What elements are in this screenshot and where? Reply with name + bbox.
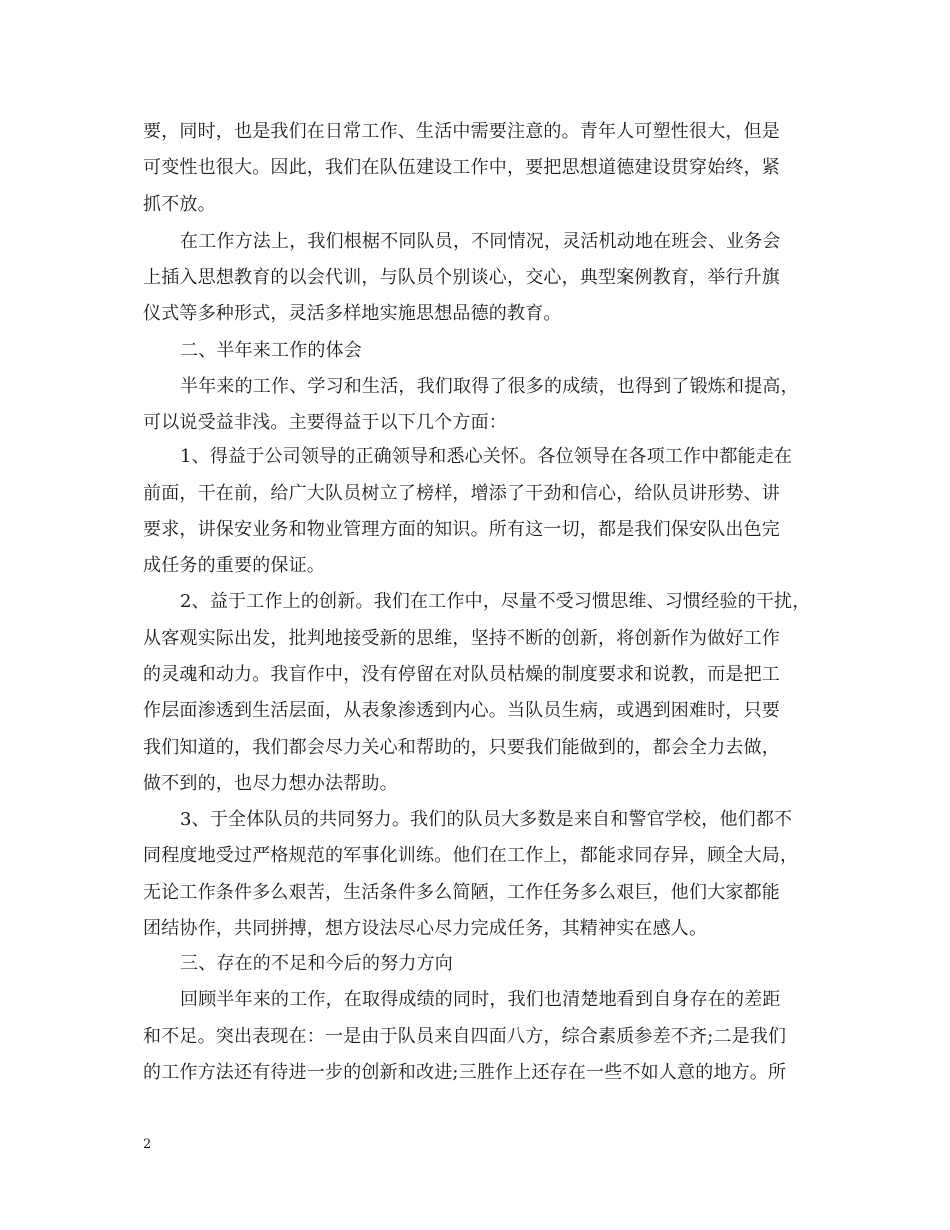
text-line: 的工作方法还有待进一步的创新和改进;三胜作上还存在一些不如人意的地方。所	[143, 1062, 787, 1083]
text-line: 同程度地受过严格规范的军事化训练。他们在工作上，都能求同存异，顾全大局，	[143, 845, 799, 866]
paragraph-first-line: 2、益于工作上的创新。我们在工作中，尽量不受习惯思维、习惯经验的干扰，	[180, 591, 811, 612]
text-line: 无论工作条件多么艰苦，生活条件多么简陋，工作任务多么艰巨，他们大家都能	[143, 882, 780, 903]
text-line: 成任务的重要的保证。	[143, 555, 325, 576]
text-line: 仪式等多种形式，灵活多样地实施思想品德的教育。	[143, 303, 562, 324]
text-line: 要，同时，也是我们在日常工作、生活中需要注意的。青年人可塑性很大，但是	[143, 121, 780, 142]
text-line: 的灵魂和动力。我盲作中，没有停留在对队员枯燥的制度要求和说教，而是把工	[143, 664, 780, 685]
text-line: 做不到的，也尽力想办法帮助。	[143, 773, 398, 794]
section-heading: 二、半年来工作的体会	[180, 340, 362, 361]
paragraph-first-line: 回顾半年来的工作，在取得成绩的同时，我们也清楚地看到自身存在的差距	[180, 989, 781, 1010]
text-line: 和不足。突出表现在：一是由于队员来自四面八方，综合素质参差不齐;二是我们	[143, 1026, 787, 1047]
text-line: 前面，干在前，给广大队员树立了榜样，增添了干劲和信心，给队员讲形势、讲	[143, 483, 780, 504]
text-line: 要求，讲保安业务和物业管理方面的知识。所有这一切，都是我们保安队出色完	[143, 519, 780, 540]
text-line: 可变性也很大。因此，我们在队伍建设工作中，要把思想道德建设贯穿始终，紧	[143, 157, 780, 178]
paragraph-first-line: 1、得益于公司领导的正确领导和悉心关怀。各位领导在各项工作中都能走在	[180, 446, 793, 467]
text-line: 可以说受益非浅。主要得益于以下几个方面：	[143, 412, 507, 433]
paragraph-first-line: 半年来的工作、学习和生活，我们取得了很多的成绩，也得到了锻炼和提高，	[180, 376, 799, 397]
page-number: 2	[143, 1137, 152, 1152]
paragraph-first-line: 在工作方法上，我们根椐不同队员，不同情况，灵活机动地在班会、业务会	[180, 231, 781, 252]
text-line: 从客观实际出发，批判地接受新的思维，坚持不断的创新，将创新作为做好工作	[143, 628, 780, 649]
text-line: 抓不放。	[143, 194, 216, 215]
text-line: 团结协作，共同拼搏，想方设法尽心尽力完成任务，其精神实在感人。	[143, 918, 708, 939]
text-line: 作层面渗透到生活层面，从表象渗透到内心。当队员生病，或遇到困难时，只要	[143, 700, 780, 721]
text-line: 我们知道的，我们都会尽力关心和帮助的，只要我们能做到的，都会全力去做，	[143, 737, 780, 758]
text-line: 上插入思想教育的以会代训，与队员个别谈心，交心，典型案例教育，举行升旗	[143, 267, 780, 288]
paragraph-first-line: 3、于全体队员的共同努力。我们的队员大多数是来自和警官学校，他们都不	[180, 809, 793, 830]
section-heading: 三、存在的不足和今后的努力方向	[180, 953, 453, 974]
